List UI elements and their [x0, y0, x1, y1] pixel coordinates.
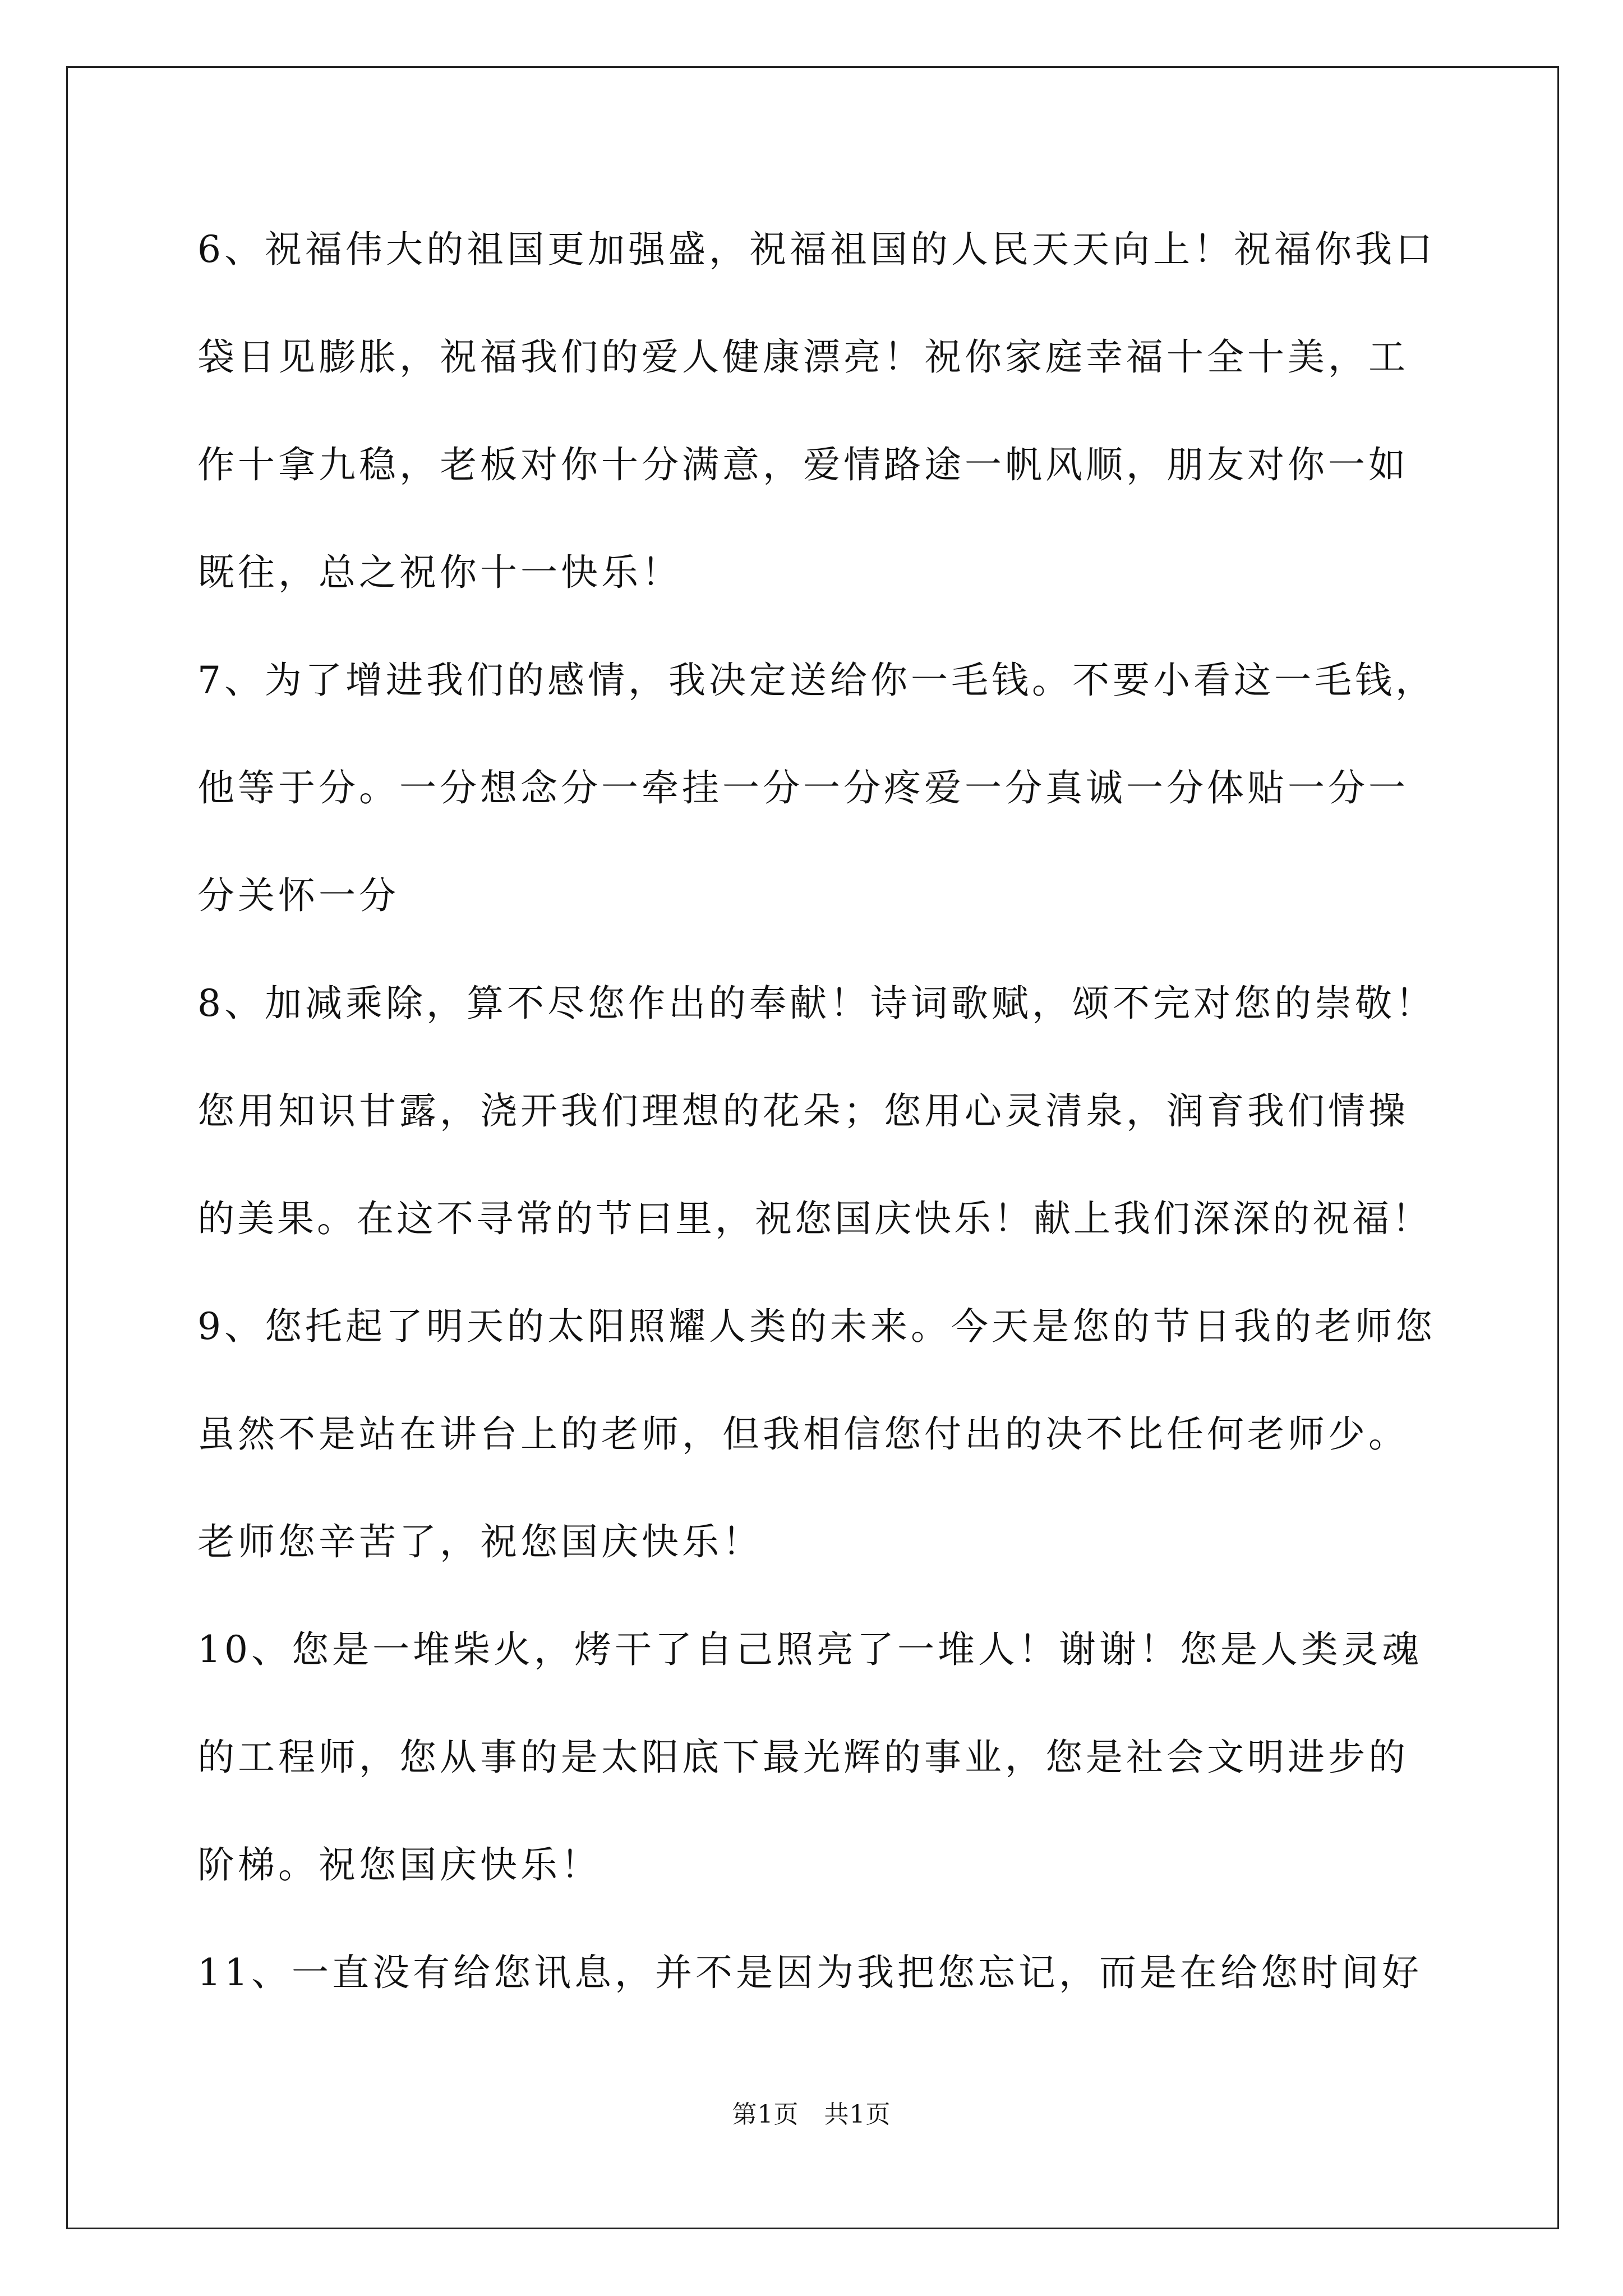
text-line: 他等于分。一分想念分一牵挂一分一分疼爱一分真诚一分体贴一分一 [197, 766, 1409, 809]
page-number-footer: 第1页 共1页 [732, 2100, 891, 2129]
text-line: 虽然不是站在讲台上的老师，但我相信您付出的决不比任何老师少。 [197, 1412, 1409, 1456]
text-line: 分关怀一分 [197, 874, 399, 917]
text-line: 11、一直没有给您讯息，并不是因为我把您忘记，而是在给您时间好 [197, 1951, 1422, 1994]
text-line: 老师您辛苦了，祝您国庆快乐！ [197, 1520, 763, 1563]
text-line: 7、为了增进我们的感情，我决定送给你一毛钱。不要小看这一毛钱， [197, 659, 1436, 702]
text-line: 9、您托起了明天的太阳照耀人类的未来。今天是您的节日我的老师您 [197, 1305, 1436, 1348]
text-line: 8、加减乘除，算不尽您作出的奉献！诗词歌赋，颂不完对您的崇敬！ [197, 982, 1436, 1025]
text-line: 您用知识甘露，浇开我们理想的花朵；您用心灵清泉，润育我们情操 [197, 1089, 1409, 1133]
text-line: 既往，总之祝你十一快乐！ [197, 551, 682, 594]
text-line: 10、您是一堆柴火，烤干了自己照亮了一堆人！谢谢！您是人类灵魂 [197, 1628, 1422, 1671]
text-line: 的工程师，您从事的是太阳底下最光辉的事业，您是社会文明进步的 [197, 1736, 1409, 1779]
text-line: 6、祝福伟大的祖国更加强盛，祝福祖国的人民天天向上！祝福你我口 [197, 228, 1436, 271]
page-border [66, 66, 1559, 2229]
text-line: 作十拿九稳，老板对你十分满意，爱情路途一帆风顺，朋友对你一如 [197, 443, 1409, 486]
text-line: 阶梯。祝您国庆快乐！ [197, 1843, 601, 1887]
text-line: 袋日见膨胀，祝福我们的爱人健康漂亮！祝你家庭幸福十全十美，工 [197, 335, 1409, 379]
text-line: 的美果。在这不寻常的节曰里，祝您国庆快乐！献上我们深深的祝福！ [197, 1197, 1432, 1240]
